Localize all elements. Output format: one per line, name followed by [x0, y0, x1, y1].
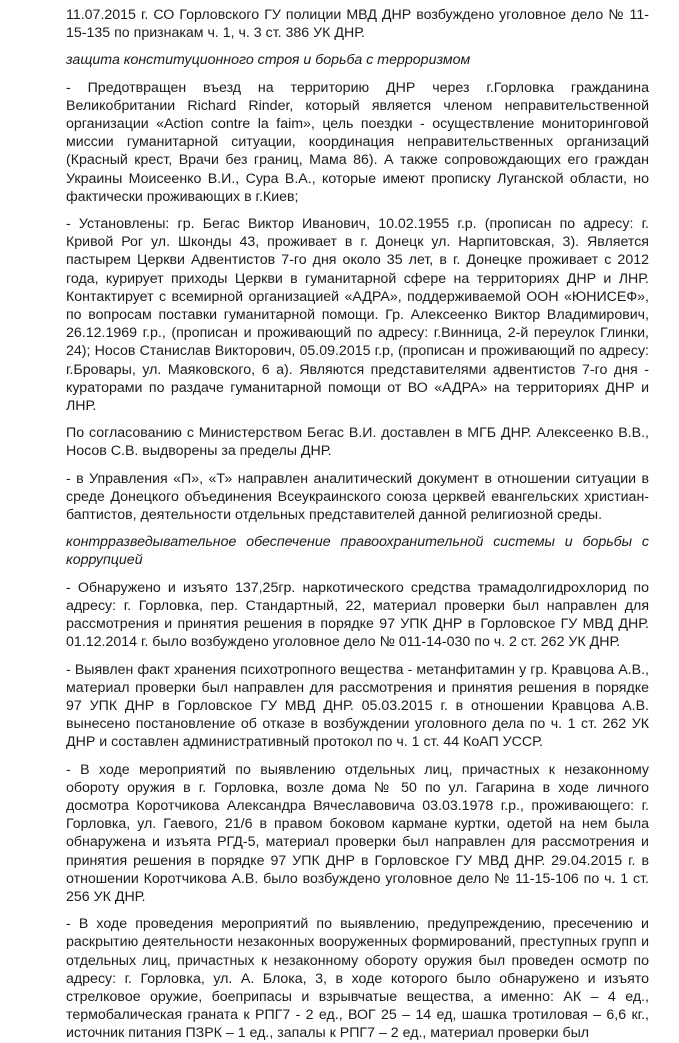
paragraph-begas: - Установлены: гр. Бегас Виктор Иванович, 10.02.1955 г.р. (прописан по адресу: г. Кривой Рог ул. Шконды 43, проживает в г. Донецк ул. Нарпитовская, 3). Является пастырем Церкви Адвентистов 7-го дня около 35 лет, в г. Донецке проживает с 2012 года, курирует приходы Церкви в гуманитарной сфере на территориях ДНР и ЛНР. Контактирует с всемирной организацией «АДРА», поддерживаемой ООН «ЮНИСЕФ», по вопросам поставки гуманитарной помощи. Гр. Алексеенко Виктор Владимирович, 26.12.1969 г.р., (прописан и проживающий по адресу: г.Винница, 2-й переулок Глинки, 24); Носов Станислав Викторович, 05.09.2015 г.р, (прописан и проживающий по адресу: г.Бровары, ул. Маяковского, 6 а). Являются представителями адвентистов 7-го дня - кураторами по раздаче гуманитарной помощи от ВО «АДРА» на территориях ДНР и ЛНР.: [66, 216, 649, 415]
paragraph-weapons-seizure: - В ходе проведения мероприятий по выявлению, предупреждению, пресечению и раскрытию деятельности незаконных вооруженных формирований, преступных групп и отдельных лиц, причастных к незаконному обороту оружия был проведен осмотр по адресу: г. Горловка, ул. А. Блока, 3, в ходе которого было обнаружено и изъято стрелковое оружие, боеприпасы и взрывчатые вещества, а именно: АК – 4 ед., термобалическая граната к РПГ7 - 2 ед., ВОГ 25 – 14 ед, шашка тротиловая – 6,6 кг., источник питания ПЗРК – 1 ед., запалы к РПГ7 – 2 ед., материал проверки был: [66, 916, 649, 1042]
paragraph-korotchikov: - В ходе мероприятий по выявлению отдельных лиц, причастных к незаконному обороту оружия в г. Горловка, возле дома № 50 по ул. Гагарина в ходе личного досмотра Коротчикова Александра Вячеславовича 03.03.1978 г.р., проживающего: г. Горловка, ул. Гаевого, 21/6 в правом боковом кармане куртки, одетой на нем была обнаружена и изъята РГД-5, материал проверки был направлен для рассмотрения и принятия решения в порядке 97 УПК ДНР в Горловское ГУ МВД ДНР. 29.04.2015 г. в отношении Коротчикова А.В. было возбуждено уголовное дело № 11-15-106 по ч. 1 ст. 256 УК ДНР.: [66, 761, 649, 905]
paragraph-rinder: - Предотвращен въезд на территорию ДНР через г.Горловка гражданина Великобритании Richard Rinder, который является членом неправительственной организации «Action contre la faim», цель поездки - осуществление мониторинговой миссии гуманитарной ситуации, координация неправительственных организаций (Красный крест, Врачи без границ, Мама 86). А также сопровождающих его граждан Украины Моисеенко В.И., Сура В.А., которые имеют прописку Луганской области, но фактически проживающих в г.Киев;: [66, 79, 649, 205]
paragraph-analytic-document: - в Управления «П», «Т» направлен аналитический документ в отношении ситуации в среде Донецкого объединения Всеукраинского союза церквей евангельских христиан-баптистов, деятельности отдельных представителей данной религиозной среды.: [66, 470, 649, 524]
paragraph-kravtsov: - Выявлен факт хранения психотропного вещества - метанфитамин у гр. Кравцова А.В., материал проверки был направлен для рассмотрения и принятия решения в порядке 97 УПК ДНР в Горловское ГУ МВД ДНР. 05.03.2015 г. в отношении Кравцова А.В. вынесено постановление об отказе в возбуждении уголовного дела по ч. 1 ст. 262 УК ДНР и составлен административный протокол по ч. 1 ст. 44 КоАП УССР.: [66, 661, 649, 751]
section-heading-counterintelligence: контрразведывательное обеспечение правоохранительной системы и борьбы с коррупцией: [66, 534, 649, 569]
intro-paragraph: 11.07.2015 г. СО Горловского ГУ полиции МВД ДНР возбуждено уголовное дело № 11-15-135 по признакам ч. 1, ч. 3 ст. 386 УК ДНР.: [66, 7, 649, 42]
paragraph-ministry-agreement: По согласованию с Министерством Бегас В.И. доставлен в МГБ ДНР. Алексеенко В.В., Носов С.В. выдворены за пределы ДНР.: [66, 425, 649, 460]
paragraph-tramadol: - Обнаружено и изъято 137,25гр. наркотического средства трамадолгидрохлорид по адресу: г. Горловка, пер. Стандартный, 22, материал проверки был направлен для рассмотрения и принятия решения в порядке 97 УПК ДНР в Горловское ГУ МВД ДНР. 01.12.2014 г. было возбуждено уголовное дело № 011-14-030 по ч. 2 ст. 262 УК ДНР.: [66, 579, 649, 651]
section-heading-terrorism: защита конституционного строя и борьба с терроризмом: [66, 52, 471, 69]
